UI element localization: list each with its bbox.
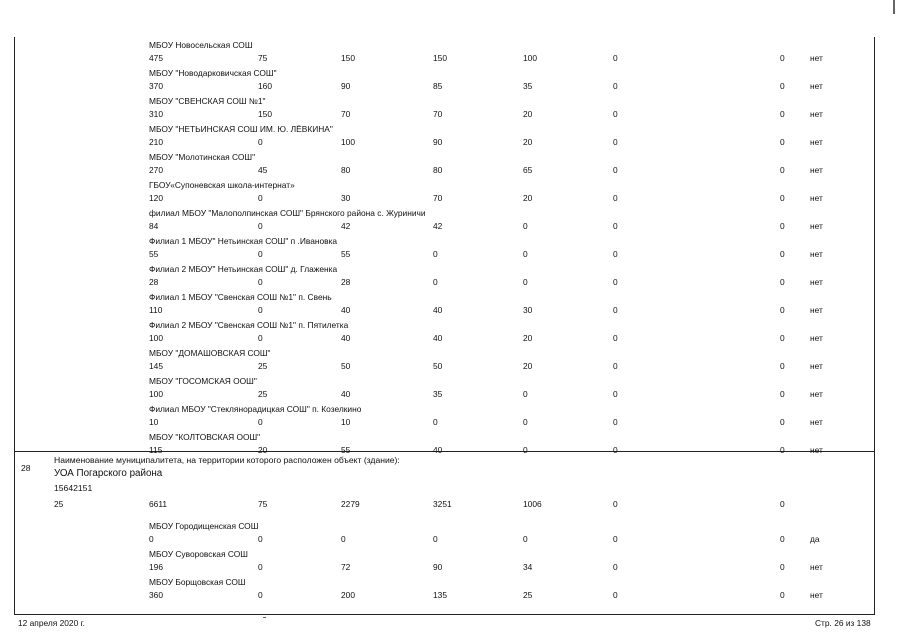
status-value: нет: [810, 193, 823, 203]
numeric-value: 20: [523, 193, 533, 203]
school-name: МБОУ "КОЛТОВСКАЯ ООШ": [149, 432, 261, 442]
numeric-value: 0: [780, 193, 785, 203]
school-row: [14, 521, 875, 549]
numeric-value: 40: [433, 445, 443, 455]
school-name: МБОУ "ГОСОМСКАЯ ООШ": [149, 376, 257, 386]
school-name: МБОУ Новосельская СОШ: [149, 40, 253, 50]
region-total-2: 75: [258, 499, 268, 509]
numeric-value: 20: [258, 445, 268, 455]
school-name: МБОУ Борщовская СОШ: [149, 577, 246, 587]
numeric-value: 80: [341, 165, 351, 175]
numeric-value: 40: [433, 305, 443, 315]
school-name: МБОУ "Молотинская СОШ": [149, 152, 256, 162]
numeric-value: 0: [258, 277, 263, 287]
numeric-value: 34: [523, 562, 533, 572]
numeric-value: 0: [780, 417, 785, 427]
numeric-value: 50: [433, 361, 443, 371]
numeric-value: 0: [258, 249, 263, 259]
numeric-value: 120: [149, 193, 163, 203]
numeric-value: 475: [149, 53, 163, 63]
status-value: нет: [810, 590, 823, 600]
status-value: нет: [810, 277, 823, 287]
numeric-value: 0: [258, 193, 263, 203]
report-table-frame: [14, 37, 875, 615]
numeric-value: 0: [258, 305, 263, 315]
status-value: нет: [810, 53, 823, 63]
school-row: [14, 96, 875, 124]
numeric-value: 0: [780, 53, 785, 63]
numeric-value: 270: [149, 165, 163, 175]
numeric-value: 65: [523, 165, 533, 175]
status-value: нет: [810, 109, 823, 119]
school-row: [14, 348, 875, 376]
numeric-value: 0: [780, 81, 785, 91]
numeric-value: 0: [258, 137, 263, 147]
numeric-value: 0: [523, 417, 528, 427]
school-name: Филиал 1 МБОУ "Свенская СОШ №1" п. Свень: [149, 292, 332, 302]
numeric-value: 0: [523, 221, 528, 231]
numeric-value: 100: [149, 333, 163, 343]
numeric-value: 70: [341, 109, 351, 119]
region-total-schools: 25: [54, 499, 64, 509]
numeric-value: 10: [341, 417, 351, 427]
numeric-value: 28: [341, 277, 351, 287]
status-value: нет: [810, 361, 823, 371]
numeric-value: 0: [780, 389, 785, 399]
numeric-value: 0: [433, 277, 438, 287]
numeric-value: 55: [341, 445, 351, 455]
numeric-value: 40: [341, 305, 351, 315]
numeric-value: 370: [149, 81, 163, 91]
numeric-value: 42: [433, 221, 443, 231]
status-value: нет: [810, 305, 823, 315]
school-name: МБОУ "СВЕНСКАЯ СОШ №1": [149, 96, 266, 106]
numeric-value: 80: [433, 165, 443, 175]
school-name: МБОУ Суворовская СОШ: [149, 549, 248, 559]
numeric-value: 110: [149, 305, 163, 315]
numeric-value: 42: [341, 221, 351, 231]
numeric-value: 40: [433, 333, 443, 343]
numeric-value: 0: [780, 249, 785, 259]
numeric-value: 40: [341, 333, 351, 343]
numeric-value: 0: [780, 562, 785, 572]
region-label: Наименование муниципалитета, на территории которого расположен объект (здание):: [54, 455, 400, 465]
school-row: [14, 208, 875, 236]
numeric-value: 150: [341, 53, 355, 63]
numeric-value: 0: [258, 534, 263, 544]
school-name: ГБОУ«Супоневская школа-интернат»: [149, 180, 295, 190]
numeric-value: 0: [433, 417, 438, 427]
region-total-7: 0: [780, 499, 785, 509]
status-value: нет: [810, 333, 823, 343]
school-name: Филиал 2 МБОУ "Свенская СОШ №1" п. Пятилетка: [149, 320, 349, 330]
numeric-value: 0: [780, 221, 785, 231]
school-row: [14, 292, 875, 320]
numeric-value: 150: [433, 53, 447, 63]
numeric-value: 0: [613, 193, 618, 203]
footer-page-number: Стр. 26 из 138: [815, 618, 871, 628]
school-row: [14, 549, 875, 577]
numeric-value: 135: [433, 590, 447, 600]
scan-mark: [263, 617, 266, 618]
numeric-value: 84: [149, 221, 159, 231]
numeric-value: 196: [149, 562, 163, 572]
status-value: нет: [810, 221, 823, 231]
numeric-value: 0: [613, 81, 618, 91]
numeric-value: 20: [523, 109, 533, 119]
numeric-value: 30: [523, 305, 533, 315]
numeric-value: 0: [613, 137, 618, 147]
status-value: нет: [810, 137, 823, 147]
school-name: МБОУ "Новодарковичская СОШ": [149, 68, 277, 78]
numeric-value: 310: [149, 109, 163, 119]
numeric-value: 28: [149, 277, 159, 287]
numeric-value: 0: [149, 534, 154, 544]
numeric-value: 0: [613, 534, 618, 544]
numeric-value: 0: [523, 445, 528, 455]
numeric-value: 10: [149, 417, 159, 427]
school-row: [14, 404, 875, 432]
school-row: [14, 236, 875, 264]
numeric-value: 70: [433, 193, 443, 203]
numeric-value: 100: [149, 389, 163, 399]
numeric-value: 0: [613, 277, 618, 287]
school-row: [14, 40, 875, 68]
numeric-value: 0: [613, 53, 618, 63]
school-row: [14, 320, 875, 348]
numeric-value: 0: [613, 221, 618, 231]
numeric-value: 360: [149, 590, 163, 600]
school-row: [14, 68, 875, 96]
region-total-3: 2279: [341, 499, 360, 509]
numeric-value: 0: [613, 333, 618, 343]
numeric-value: 0: [613, 590, 618, 600]
numeric-value: 40: [341, 389, 351, 399]
numeric-value: 0: [258, 221, 263, 231]
numeric-value: 0: [780, 361, 785, 371]
numeric-value: 25: [258, 361, 268, 371]
scan-mark: [893, 0, 895, 14]
school-row: [14, 152, 875, 180]
region-total-1: 6611: [149, 499, 168, 509]
numeric-value: 0: [780, 109, 785, 119]
numeric-value: 115: [149, 445, 163, 455]
numeric-value: 55: [149, 249, 159, 259]
numeric-value: 20: [523, 137, 533, 147]
numeric-value: 0: [258, 590, 263, 600]
bottom-border: [14, 614, 875, 615]
region-number: 28: [21, 463, 31, 473]
region-total-6: 0: [613, 499, 618, 509]
status-value: нет: [810, 417, 823, 427]
status-value: нет: [810, 389, 823, 399]
footer-date: 12 апреля 2020 г.: [18, 618, 85, 628]
numeric-value: 160: [258, 81, 272, 91]
numeric-value: 0: [613, 445, 618, 455]
numeric-value: 35: [523, 81, 533, 91]
region-total-4: 3251: [433, 499, 452, 509]
numeric-value: 0: [258, 562, 263, 572]
numeric-value: 75: [258, 53, 268, 63]
numeric-value: 0: [613, 109, 618, 119]
numeric-value: 35: [433, 389, 443, 399]
numeric-value: 200: [341, 590, 355, 600]
school-name: МБОУ "ДОМАШОВСКАЯ СОШ": [149, 348, 271, 358]
school-row: [14, 577, 875, 605]
numeric-value: 0: [523, 277, 528, 287]
numeric-value: 0: [780, 445, 785, 455]
numeric-value: 0: [613, 389, 618, 399]
status-value: нет: [810, 445, 823, 455]
numeric-value: 100: [341, 137, 355, 147]
numeric-value: 0: [523, 389, 528, 399]
numeric-value: 0: [433, 249, 438, 259]
school-name: МБОУ "НЕТЬИНСКАЯ СОШ ИМ. Ю. ЛЁВКИНА": [149, 124, 333, 134]
numeric-value: 30: [341, 193, 351, 203]
status-value: да: [810, 534, 820, 544]
region-code: 15642151: [54, 483, 93, 493]
numeric-value: 20: [523, 333, 533, 343]
numeric-value: 90: [433, 137, 443, 147]
numeric-value: 0: [613, 417, 618, 427]
numeric-value: 90: [433, 562, 443, 572]
status-value: нет: [810, 165, 823, 175]
school-row: [14, 376, 875, 404]
numeric-value: 50: [341, 361, 351, 371]
numeric-value: 0: [780, 305, 785, 315]
numeric-value: 0: [613, 562, 618, 572]
numeric-value: 45: [258, 165, 268, 175]
status-value: нет: [810, 81, 823, 91]
numeric-value: 150: [258, 109, 272, 119]
numeric-value: 0: [780, 137, 785, 147]
region-total-5: 1006: [523, 499, 542, 509]
numeric-value: 0: [780, 590, 785, 600]
numeric-value: 145: [149, 361, 163, 371]
school-name: МБОУ Городищенская СОШ: [149, 521, 259, 531]
numeric-value: 20: [523, 361, 533, 371]
numeric-value: 0: [341, 534, 346, 544]
region-name: УОА Погарского района: [54, 468, 163, 479]
numeric-value: 100: [523, 53, 537, 63]
numeric-value: 0: [780, 333, 785, 343]
school-row: [14, 180, 875, 208]
numeric-value: 25: [258, 389, 268, 399]
status-value: нет: [810, 562, 823, 572]
school-row: [14, 264, 875, 292]
school-name: Филиал 1 МБОУ" Нетьинская СОШ" п .Ивановка: [149, 236, 338, 246]
numeric-value: 55: [341, 249, 351, 259]
numeric-value: 0: [780, 165, 785, 175]
numeric-value: 0: [780, 277, 785, 287]
numeric-value: 210: [149, 137, 163, 147]
numeric-value: 0: [613, 305, 618, 315]
numeric-value: 85: [433, 81, 443, 91]
numeric-value: 90: [341, 81, 351, 91]
numeric-value: 0: [258, 417, 263, 427]
school-name: Филиал МБОУ "Стеклянорадицкая СОШ" п. Козелкино: [149, 404, 362, 414]
numeric-value: 0: [780, 534, 785, 544]
school-name: филиал МБОУ "Малополпинская СОШ" Брянского района с. Журиничи: [149, 208, 426, 218]
school-row: [14, 124, 875, 152]
numeric-value: 0: [613, 165, 618, 175]
numeric-value: 72: [341, 562, 351, 572]
numeric-value: 0: [523, 249, 528, 259]
numeric-value: 0: [523, 534, 528, 544]
numeric-value: 0: [433, 534, 438, 544]
numeric-value: 0: [258, 333, 263, 343]
status-value: нет: [810, 249, 823, 259]
numeric-value: 0: [613, 249, 618, 259]
numeric-value: 70: [433, 109, 443, 119]
numeric-value: 25: [523, 590, 533, 600]
school-name: Филиал 2 МБОУ" Нетьинская СОШ" д. Глаженка: [149, 264, 338, 274]
numeric-value: 0: [613, 361, 618, 371]
